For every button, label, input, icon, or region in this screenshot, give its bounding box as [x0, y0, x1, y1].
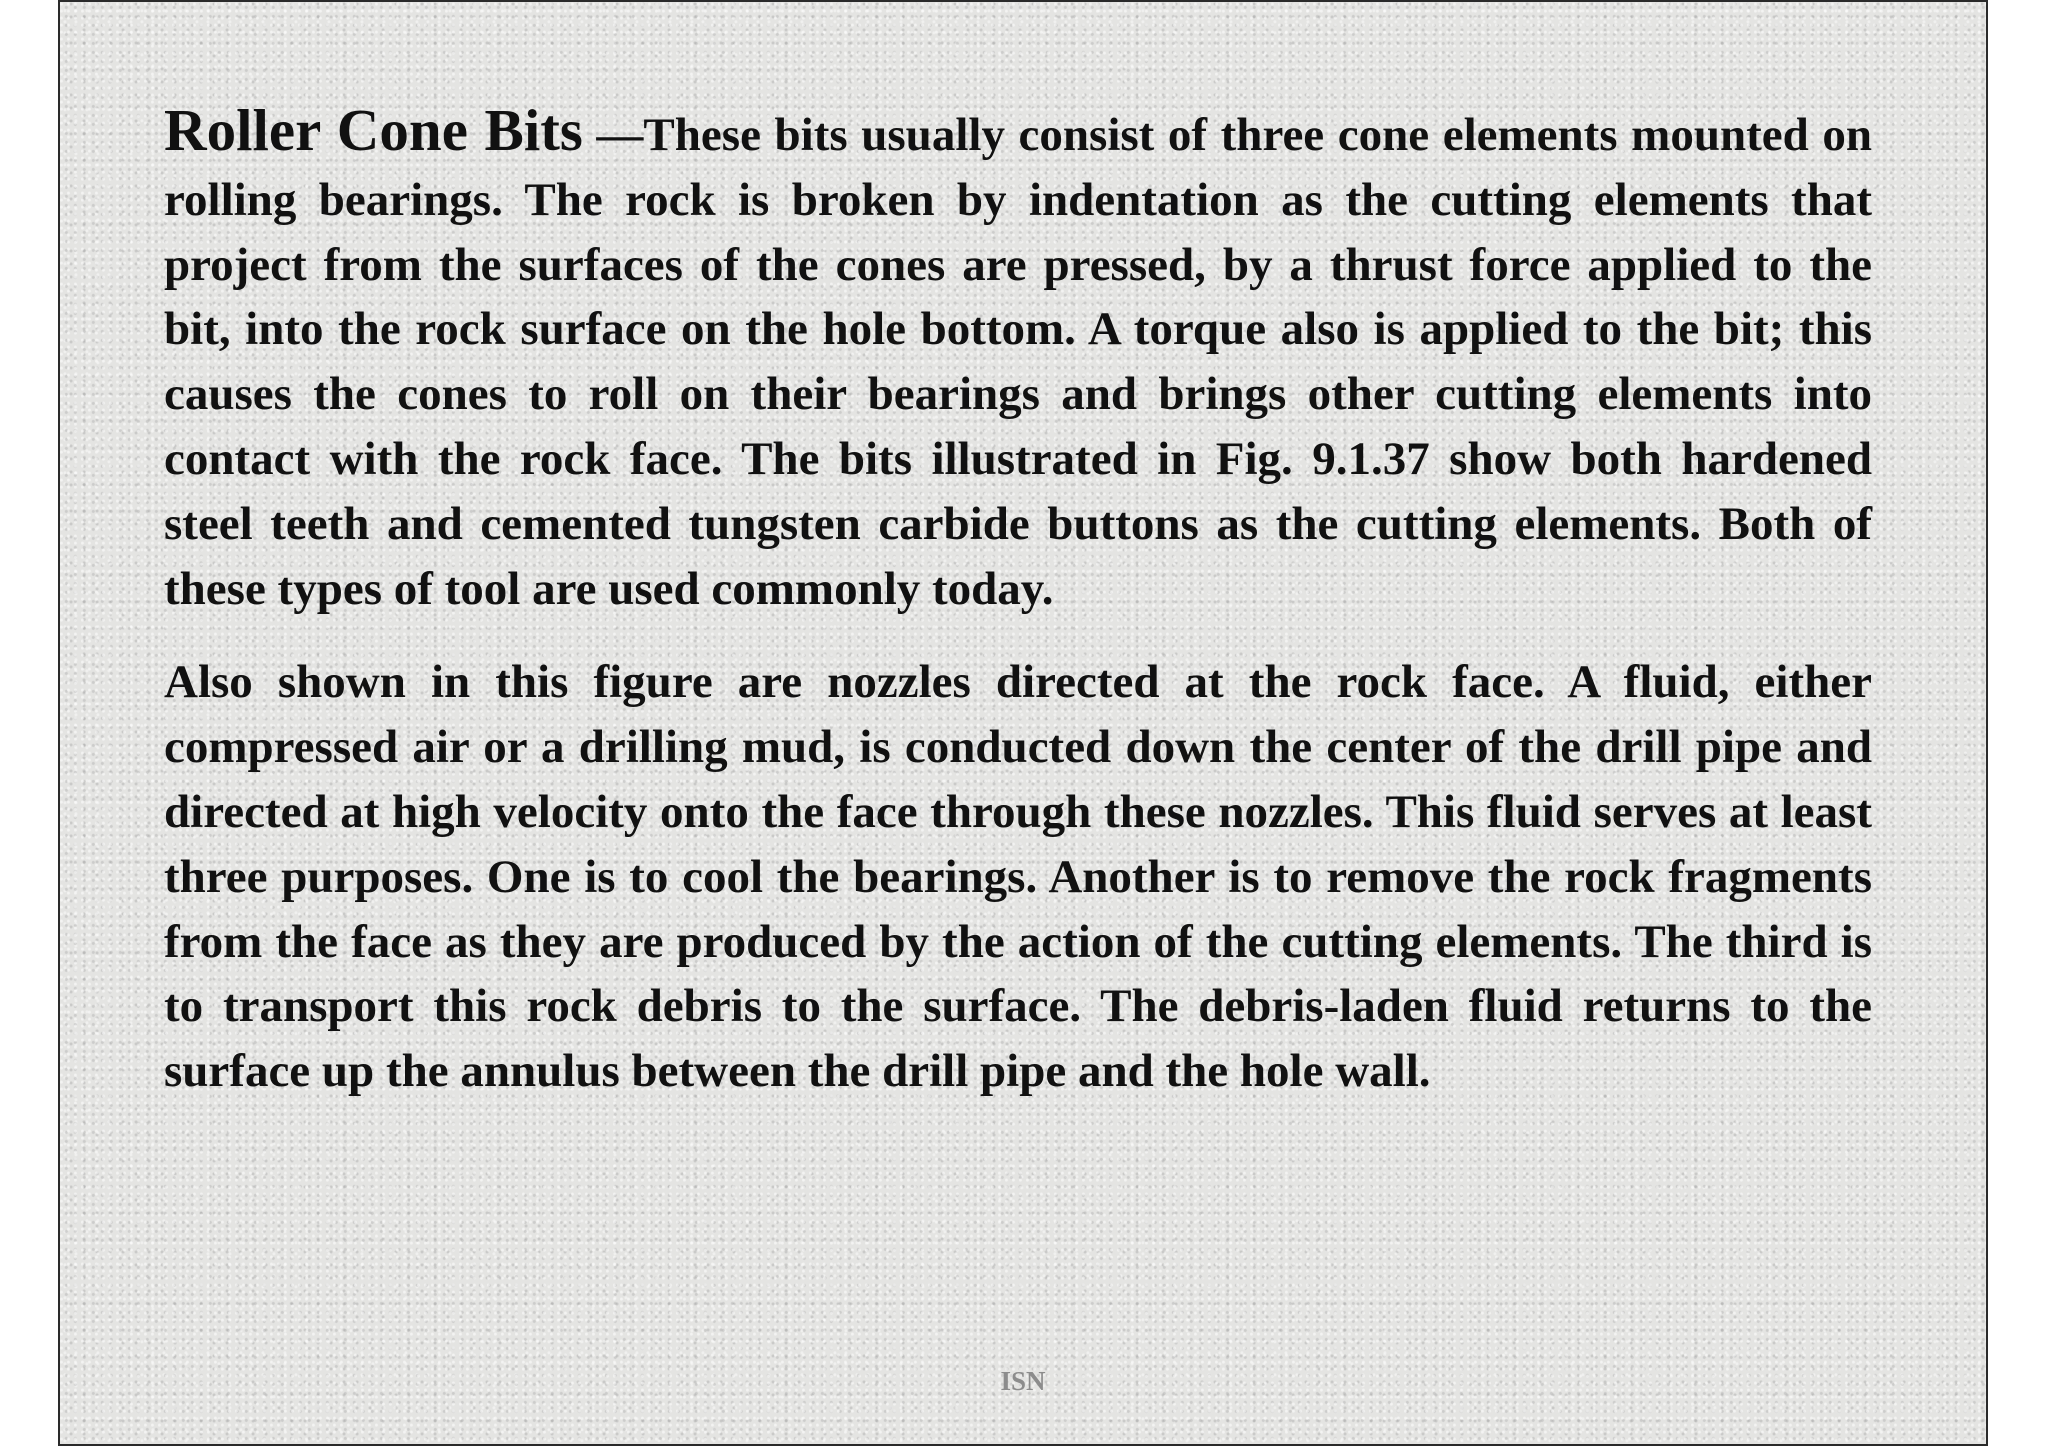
- paragraph-nozzles: Also shown in this figure are nozzles directed at the rock face. A fluid, either compressed air or a drilling mud, is conducted down the center of the drill pipe and directed at high velocity onto the face through these nozzles. This fluid serves at least three purposes. One is to cool the bearings. Another is to remove the rock fragments from the face as they are produced by the action of the cutting elements. The third is to transport this rock debris to the surface. The debris-laden fluid returns to the surface up the annulus between the drill pipe and the hole wall.: [164, 656, 1872, 1098]
- slide-frame: [58, 0, 1988, 1446]
- slide-content: [164, 98, 1872, 1104]
- section-heading: Roller Cone Bits: [164, 97, 583, 163]
- paragraph-roller-cone-bits: [164, 98, 1872, 621]
- paragraph-1-body: —These bits usually consist of three cone elements mounted on rolling bearings. The rock is broken by indentation as the cutting elements that project from the surfaces of the cones are pressed, by a thrust force applied to the bit, into the rock surface on the hole bottom. A torque also is applied to the bit; this causes the cones to roll on their bearings and brings other cutting elements into contact with the rock face. The bits illustrated in Fig. 9.1.37 show both hardened steel teeth and cemented tungsten carbide buttons as the cutting elements. Both of these types of tool are used commonly today.: [164, 109, 1872, 615]
- footer-label: ISN: [1000, 1366, 1046, 1396]
